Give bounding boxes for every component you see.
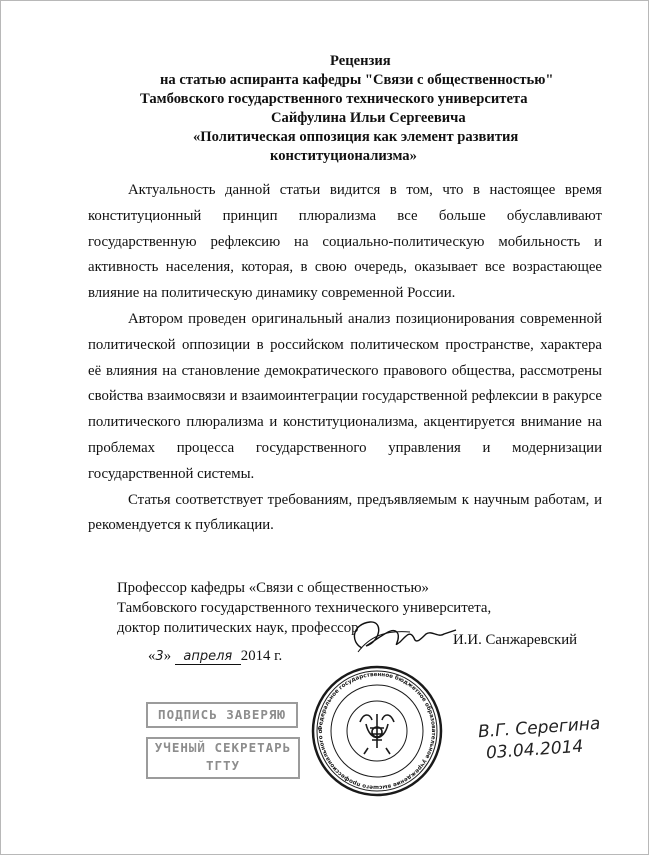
- date-year: 2014 г.: [240, 648, 283, 664]
- date-open-quote: «: [148, 648, 156, 664]
- paragraph-conclusion: Статья соответствует требованиям, предъявляемым к научным работам, и рекомендуется к публикации.: [88, 491, 602, 534]
- header-line-title-end: конституционализма»: [270, 148, 417, 164]
- signature-position: Профессор кафедры «Связи с общественностью»: [117, 580, 429, 596]
- stamp-signature-certified: ПОДПИСЬ ЗАВЕРЯЮ: [146, 702, 298, 728]
- header-line-university: Тамбовского государственного технического университета: [140, 91, 528, 107]
- header-line-title: «Политическая оппозиция как элемент развития: [193, 129, 519, 145]
- handwritten-signature: [340, 612, 460, 662]
- header-title: Рецензия: [330, 53, 391, 69]
- official-seal: [307, 660, 444, 798]
- header-line-article: на статью аспиранта кафедры "Связи с общественностью": [160, 72, 554, 88]
- eagle-emblem-icon: [360, 714, 394, 754]
- paragraph-relevance: Актуальность данной статьи видится в том, что в настоящее время конституционный принцип плюрализма все больше обуславливают государственную рефлексию на социально-политическую мобильность и активность населения, которая, в свою очередь, оказывает все возрастающее влияние на политическую динамику современной России.: [88, 182, 602, 302]
- seal-ring-text: Федеральное государственное бюджетное образовательное учреждение высшего профессионального образования Тамбовский государственный технический университет: [307, 660, 437, 791]
- paragraph-analysis: Автором проведен оригинальный анализ позиционирования современной политической оппозиции в российском политическом пространстве, характера её влияния на становление демократического правового общества, рассмотрены свойства взаимосвязи и взаимоинтеграции государственной рефлексии в ракурсе политического плюрализма и конституционализма, акцентируется внимание на проблемах процесса государственного управления и модернизации государственной системы.: [88, 310, 602, 482]
- date-close-quote: »: [163, 648, 172, 664]
- stamp-secretary-title: УЧЕНЫЙ СЕКРЕТАРЬ: [154, 740, 292, 755]
- signature-degree: доктор политических наук, профессор: [117, 620, 359, 636]
- date-line: [148, 648, 282, 665]
- date-month: апреля: [175, 650, 241, 665]
- header-line-author: Сайфулина Ильи Сергеевича: [271, 110, 466, 126]
- stamp-secretary-org: ТГТУ: [205, 758, 241, 773]
- handwritten-note-date: 03.04.2014: [485, 736, 584, 764]
- signatory-name: И.И. Санжаревский: [453, 632, 578, 648]
- handwritten-note-name: В.Г. Серегина: [477, 713, 601, 743]
- signature-university: Тамбовского государственного технического университета,: [117, 600, 492, 616]
- review-body: [88, 178, 602, 539]
- stamp-scientific-secretary: [146, 737, 300, 779]
- date-day: 3: [155, 649, 164, 664]
